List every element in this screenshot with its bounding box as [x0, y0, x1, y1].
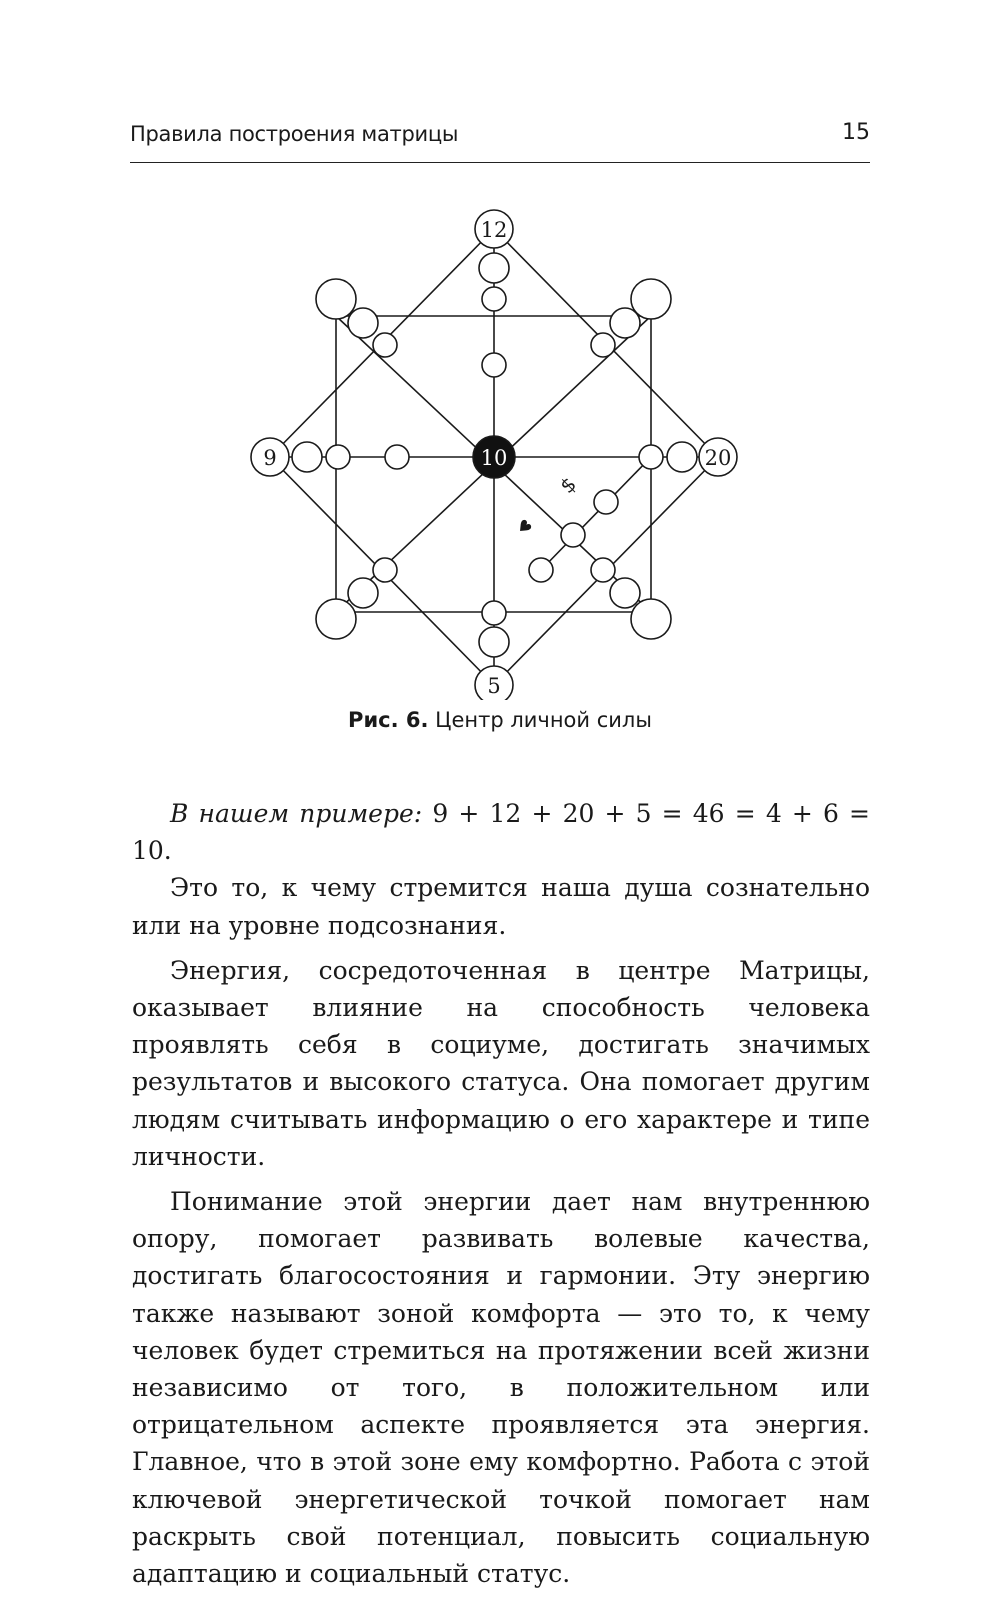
- heart-icon: ♥: [512, 515, 536, 539]
- right-chain-2: [667, 442, 697, 472]
- chapter-title: Правила построения матрицы: [130, 122, 459, 146]
- example-label: В нашем примере:: [170, 799, 423, 828]
- corner-mid-tr: [610, 308, 640, 338]
- paragraph-1: Это то, к чему стремится наша душа сознательно или на уровне подсознания.: [132, 873, 870, 940]
- node-right-label: 20: [704, 446, 732, 470]
- node-left-label: 9: [263, 446, 277, 470]
- figure-caption: [0, 708, 1000, 732]
- paragraph-2: Энергия, сосредоточенная в центре Матрицы, оказывает влияние на способность человека проявлять себя в социуме, достигать значимых результатов и высокого статуса. Она помогает другим людям считывать информацию о его характере и типе личности.: [132, 955, 870, 1171]
- node-center-label: 10: [480, 446, 508, 470]
- corner-small-tr: [591, 333, 615, 357]
- example-formula: 9 + 12 + 20 + 5 = 46 = 4 + 6 = 10.: [132, 799, 870, 866]
- corner-small-bl: [373, 558, 397, 582]
- money-line-circle-1: [594, 490, 618, 514]
- bottom-chain-2: [479, 627, 509, 657]
- right-chain-1: [639, 445, 663, 469]
- money-line-circle-2: [561, 523, 585, 547]
- top-chain-2: [482, 287, 506, 311]
- top-chain-1: [479, 253, 509, 283]
- left-chain-3: [385, 445, 409, 469]
- corner-mid-tl: [348, 308, 378, 338]
- corner-circle-tl: [316, 279, 356, 319]
- node-bottom-label: 5: [487, 674, 501, 698]
- corner-small-br: [591, 558, 615, 582]
- bottom-chain-1: [482, 601, 506, 625]
- caption-text: Центр личной силы: [428, 708, 652, 732]
- corner-circle-bl: [316, 599, 356, 639]
- money-icon: $: [555, 472, 581, 498]
- money-love-line: [541, 457, 651, 570]
- node-top-label: 12: [480, 218, 508, 242]
- matrix-diagram: [0, 0, 1000, 700]
- corner-mid-bl: [348, 578, 378, 608]
- top-chain-3: [482, 353, 506, 377]
- body-text: [132, 795, 870, 1592]
- corner-small-tl: [373, 333, 397, 357]
- left-chain-2: [326, 445, 350, 469]
- page-number: 15: [842, 120, 870, 145]
- caption-label: Рис. 6.: [348, 708, 429, 732]
- corner-circle-br: [631, 599, 671, 639]
- left-chain-1: [292, 442, 322, 472]
- example-paragraph: [132, 795, 870, 869]
- money-line-circle-3: [529, 558, 553, 582]
- paragraph-3: Понимание этой энергии дает нам внутреннюю опору, помогает развивать волевые качества, достигать благосостояния и гармонии. Эту энергию также называют зоной комфорта — это то, к чему человек будет стремиться на протяжении всей жизни независимо от того, в положительном или отрицательном аспекте проявляется эта энергия. Главное, что в этой зоне ему комфортно. Работа с этой ключевой энергетической точкой помогает нам раскрыть свой потенциал, повысить социальную адаптацию и социальный статус.: [132, 1187, 870, 1589]
- corner-mid-br: [610, 578, 640, 608]
